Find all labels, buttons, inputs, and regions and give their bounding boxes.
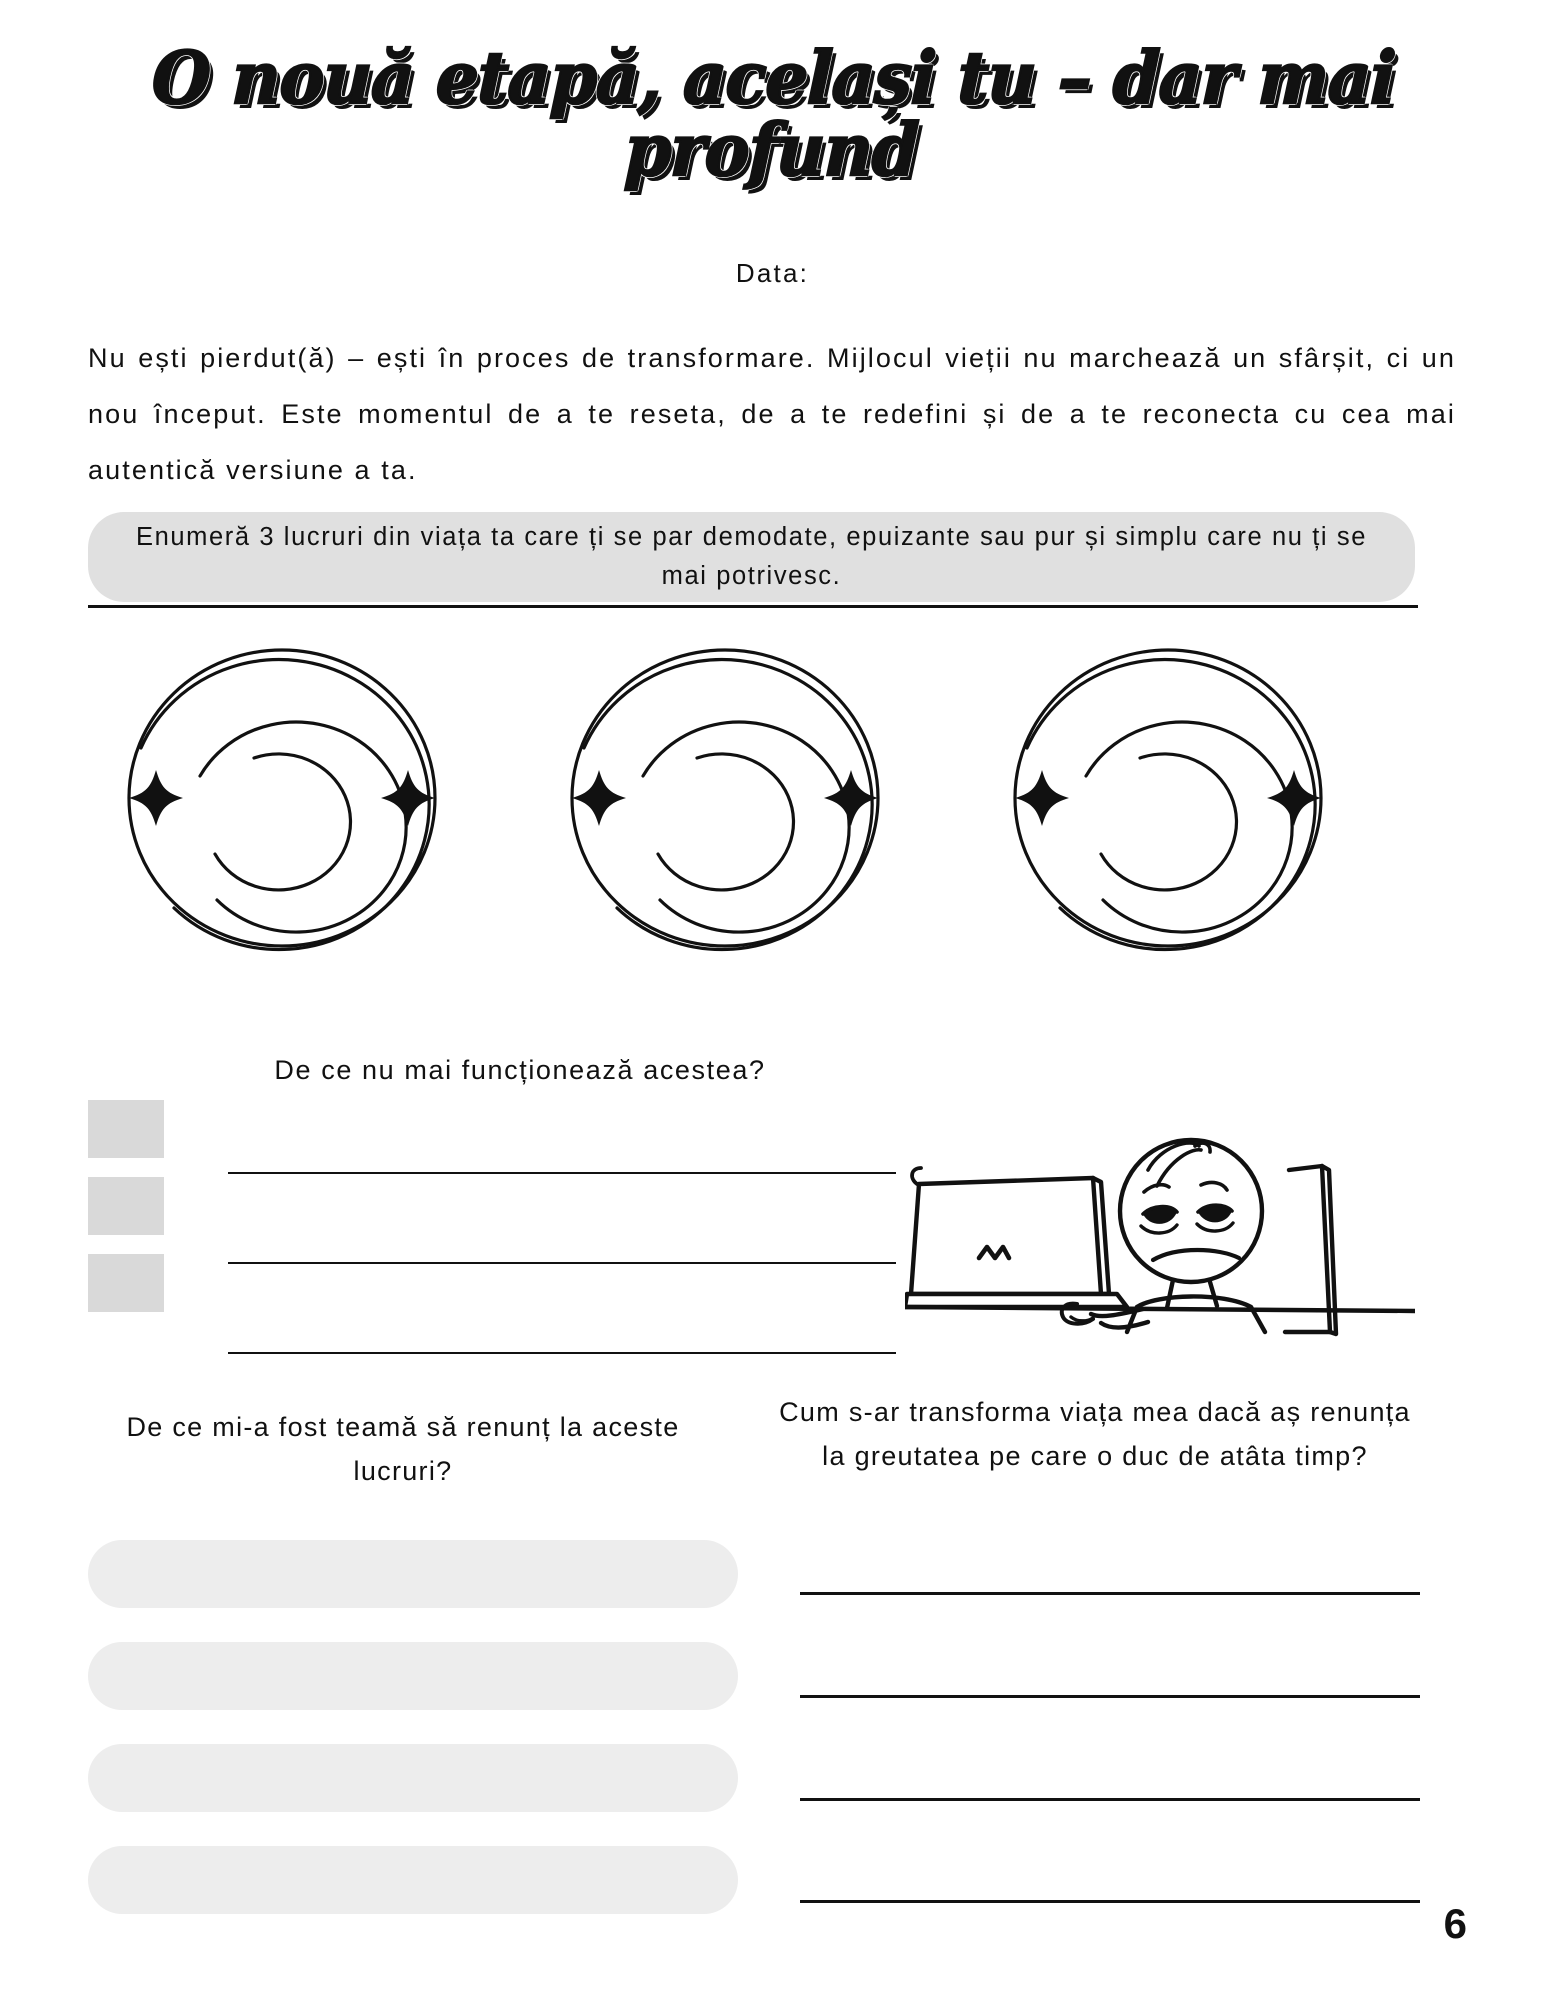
intro-paragraph: Nu ești pierdut(ă) – ești în proces de transformare. Mijlocul vieții nu marchează un sfârșit, ci un nou început. Este momentul de a te reseta, de a te redefini și de a te reconecta cu cea mai autentică versiune a ta. xyxy=(88,343,1456,485)
circles-row xyxy=(70,618,1480,978)
answer-pill-3[interactable] xyxy=(88,1744,738,1812)
answer-line-why-2[interactable] xyxy=(228,1262,896,1264)
answer-line-transform-3[interactable] xyxy=(800,1798,1420,1801)
answer-pills-group xyxy=(88,1540,738,1948)
answer-pill-4[interactable] xyxy=(88,1846,738,1914)
page-number: 6 xyxy=(1443,1900,1467,1947)
tired-person-at-laptop-illustration xyxy=(905,1108,1415,1358)
question-why-not-working: De ce nu mai funcționează acestea? xyxy=(274,1055,766,1085)
doodle-circle-icon xyxy=(968,618,1368,978)
answer-line-transform-2[interactable] xyxy=(800,1695,1420,1698)
question-life-transformation: Cum s-ar transforma viața mea dacă aș renunța la greutatea pe care o duc de atâta timp? xyxy=(779,1397,1411,1471)
section-divider xyxy=(88,605,1418,608)
sparkle-icon-left xyxy=(129,770,183,826)
circle-slot-1[interactable] xyxy=(82,618,482,978)
circle-slot-2[interactable] xyxy=(525,618,925,978)
marker-square-3 xyxy=(88,1254,164,1312)
answer-line-transform-1[interactable] xyxy=(800,1592,1420,1595)
answer-line-why-3[interactable] xyxy=(228,1352,896,1354)
question-fear-to-let-go: De ce mi-a fost teamă să renunț la aceste lucruri? xyxy=(126,1412,680,1486)
sparkle-icon-left xyxy=(572,770,626,826)
marker-square-1 xyxy=(88,1100,164,1158)
marker-square-2 xyxy=(88,1177,164,1235)
prompt-banner-text: Enumeră 3 lucruri din viața ta care ți se par demodate, epuizante sau pur și simplu care nu ți se mai potrivesc. xyxy=(135,523,1367,590)
marker-squares-group xyxy=(88,1100,164,1331)
answer-pill-1[interactable] xyxy=(88,1540,738,1608)
answer-line-why-1[interactable] xyxy=(228,1172,896,1174)
doodle-circle-icon xyxy=(525,618,925,978)
answer-line-transform-4[interactable] xyxy=(800,1900,1420,1903)
circle-slot-3[interactable] xyxy=(968,618,1368,978)
answer-pill-2[interactable] xyxy=(88,1642,738,1710)
page-title: O nouă etapă, același tu – dar mai profund xyxy=(150,35,1397,192)
sparkle-icon-left xyxy=(1015,770,1069,826)
doodle-circle-icon xyxy=(82,618,482,978)
prompt-banner xyxy=(88,512,1415,602)
date-label: Data: xyxy=(735,258,810,288)
page-title-container xyxy=(0,35,1545,192)
stick-figure-laptop-icon xyxy=(905,1108,1415,1358)
